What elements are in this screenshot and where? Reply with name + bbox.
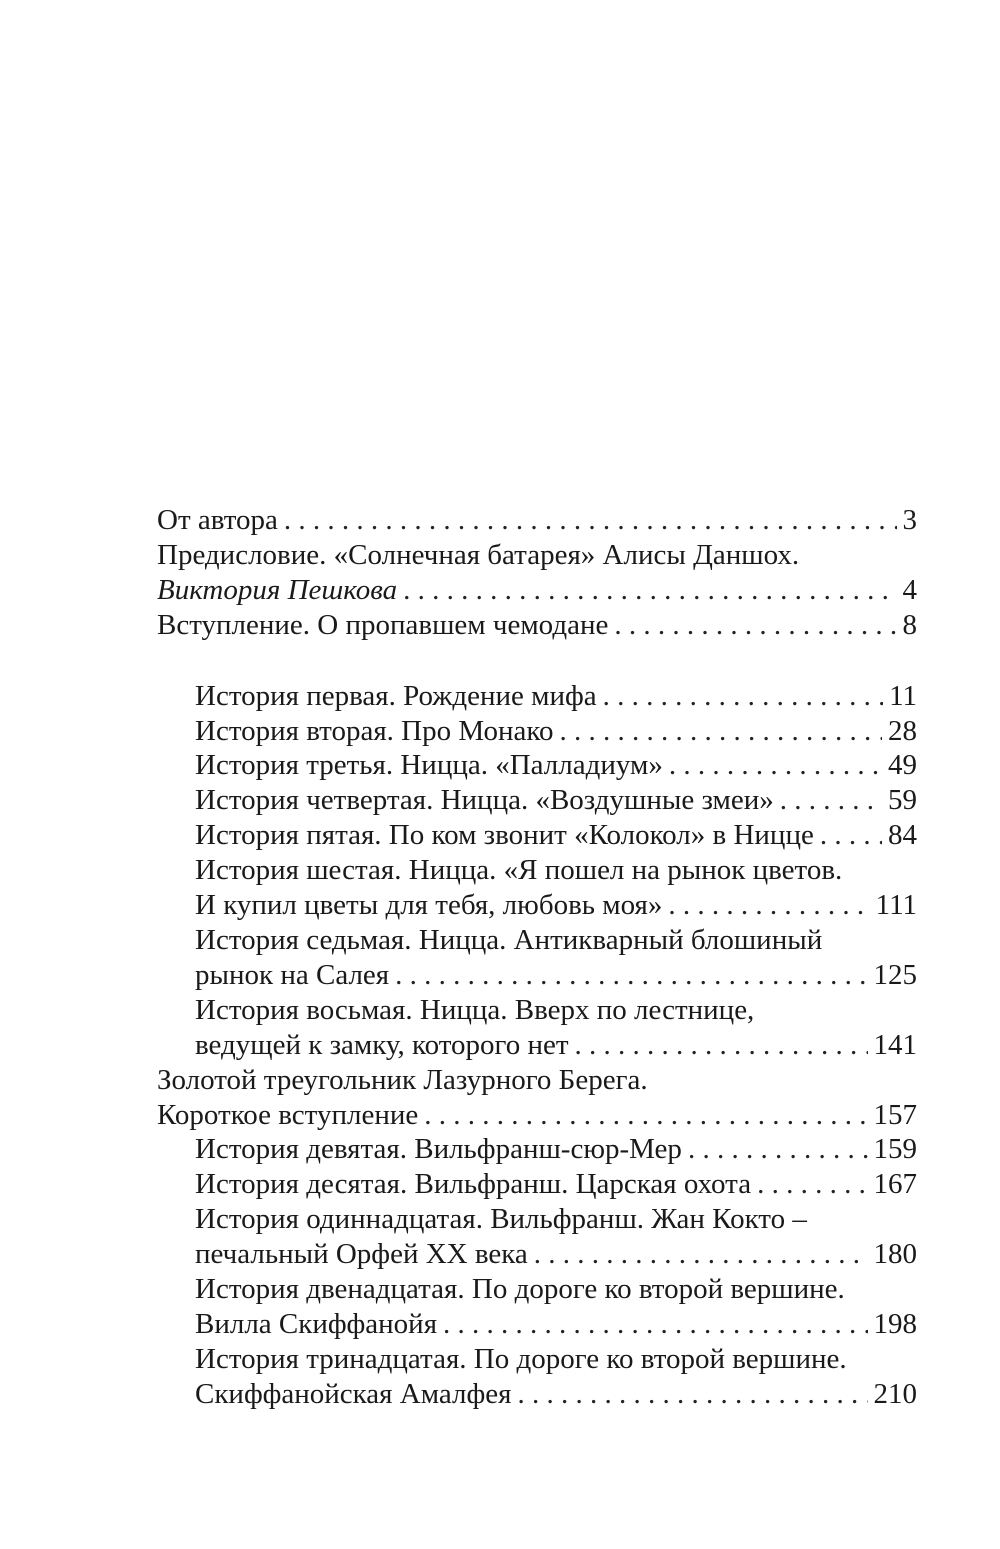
toc-entry	[157, 853, 917, 923]
toc-page-number: 3	[902, 504, 917, 536]
toc-page-number: 84	[888, 819, 917, 852]
leader-dots	[614, 608, 896, 643]
toc-entry	[157, 1132, 917, 1167]
toc-entry	[157, 1063, 917, 1133]
toc-entry	[157, 538, 917, 608]
leader-dots	[284, 503, 897, 538]
leader-dots	[403, 573, 896, 608]
toc-page-number: 11	[889, 679, 917, 712]
toc-page-number: 180	[873, 1238, 917, 1271]
toc-entry	[157, 679, 917, 714]
toc-entry-title: История первая. Рождение мифа	[195, 679, 597, 712]
toc-page-number: 111	[875, 889, 917, 922]
toc-entry-title-continued: рынок на Салея	[195, 958, 390, 991]
toc-entry	[157, 608, 917, 643]
toc-entry-title-continued: Скиффанойская Амалфея	[195, 1377, 512, 1410]
toc-entry-title: История одиннадцатая. Вильфранш. Жан Кокто –	[195, 1203, 807, 1236]
toc-entry-title: История шестая. Ницца. «Я пошел на рынок цветов.	[195, 854, 843, 887]
toc-entry-title: История вторая. Про Монако	[195, 714, 554, 747]
leader-dots	[757, 1167, 867, 1202]
toc-page-number: 28	[888, 714, 917, 747]
toc-page-number: 167	[873, 1168, 917, 1201]
leader-dots	[443, 1307, 867, 1342]
leader-dots	[603, 679, 883, 714]
toc-entry-title-continued: ведущей к замку, которого нет	[195, 1028, 569, 1061]
leader-dots	[559, 714, 882, 749]
toc-page-number: 157	[873, 1098, 917, 1131]
toc-page-number: 49	[888, 749, 917, 782]
leader-dots	[517, 1377, 867, 1412]
toc-entry-title: Золотой треугольник Лазурного Берега.	[157, 1063, 648, 1096]
toc-entry-title-continued: Короткое вступление	[157, 1098, 419, 1131]
toc-page-number: 210	[873, 1377, 917, 1410]
toc-entry	[157, 993, 917, 1063]
toc-entry-title: История третья. Ницца. «Палладиум»	[195, 749, 663, 782]
toc-entry	[157, 923, 917, 993]
toc-entry	[157, 818, 917, 853]
toc-entry-title-continued: печальный Орфей XX века	[195, 1238, 528, 1271]
toc-entry-title: История восьмая. Ницца. Вверх по лестнице,	[195, 993, 755, 1026]
table-of-contents	[157, 503, 917, 1412]
toc-entry	[157, 714, 917, 749]
toc-page-number: 4	[902, 573, 917, 606]
toc-entry-title: Вступление. О пропавшем чемодане	[157, 608, 609, 641]
leader-dots	[820, 818, 882, 853]
toc-entry	[157, 503, 917, 538]
leader-dots	[424, 1098, 867, 1133]
toc-entry-author: Виктория Пешкова	[157, 573, 398, 606]
toc-page-number: 198	[873, 1307, 917, 1340]
toc-entry	[157, 748, 917, 783]
toc-entry-title: История седьмая. Ницца. Антикварный блошиный	[195, 923, 823, 956]
leader-dots	[668, 888, 869, 923]
toc-entry-title: От автора	[157, 504, 278, 536]
leader-dots	[669, 748, 882, 783]
leader-dots	[780, 783, 882, 818]
toc-entry-title: История четвертая. Ницца. «Воздушные змеи»	[195, 784, 774, 817]
toc-entry	[157, 1342, 917, 1412]
toc-entry-title-continued: И купил цветы для тебя, любовь моя»	[195, 889, 663, 922]
leader-dots	[575, 1028, 868, 1063]
toc-entry-title: История тринадцатая. По дороге ко второй вершине.	[195, 1342, 847, 1375]
toc-entry-title: История пятая. По ком звонит «Колокол» в Ницце	[195, 819, 814, 852]
leader-dots	[395, 958, 867, 993]
toc-entry	[157, 1272, 917, 1342]
toc-entry-title: Предисловие. «Солнечная батарея» Алисы Даншох.	[157, 538, 800, 571]
toc-entry-title-continued: Вилла Скиффанойя	[195, 1307, 438, 1340]
toc-page-number: 141	[873, 1028, 917, 1061]
toc-page-number: 59	[888, 784, 917, 817]
toc-entry-title: История двенадцатая. По дороге ко второй вершине.	[195, 1273, 845, 1306]
toc-entry-title: История девятая. Вильфранш-сюр-Мер	[195, 1133, 682, 1166]
leader-dots	[688, 1132, 868, 1167]
toc-page-number: 159	[873, 1133, 917, 1166]
toc-entry	[157, 1202, 917, 1272]
toc-entry-title: История десятая. Вильфранш. Царская охота	[195, 1168, 752, 1201]
toc-page-number: 125	[873, 958, 917, 991]
toc-entry	[157, 783, 917, 818]
toc-entry	[157, 1167, 917, 1202]
toc-page-number: 8	[902, 608, 917, 641]
leader-dots	[534, 1237, 868, 1272]
